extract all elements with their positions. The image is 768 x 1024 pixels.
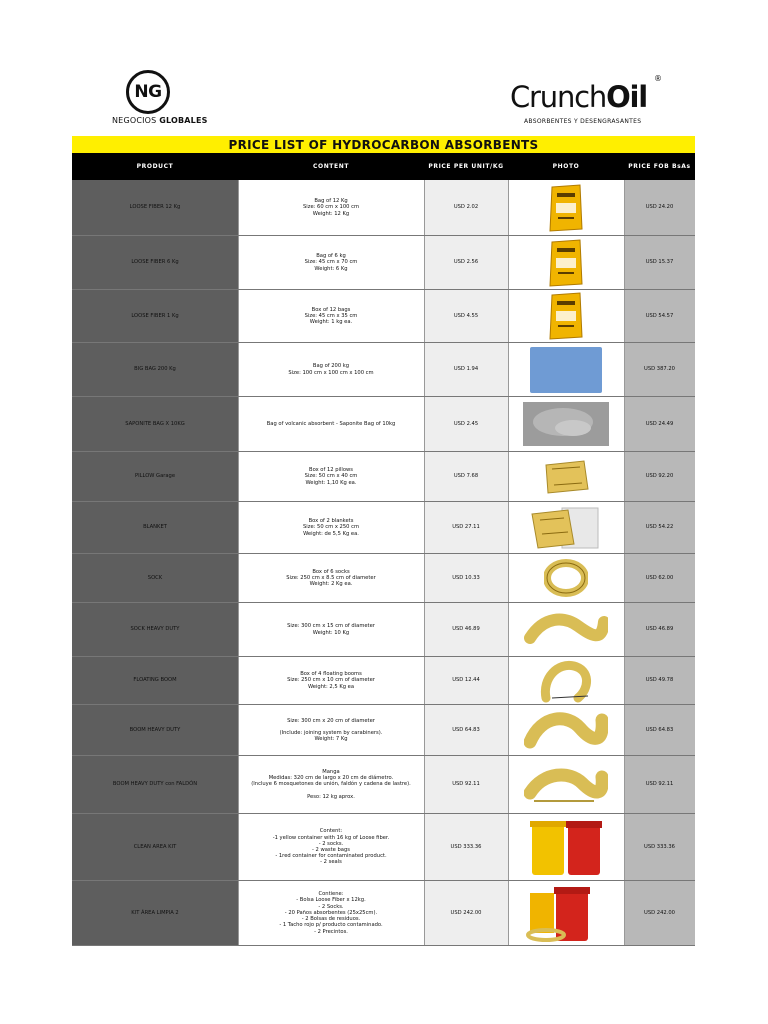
column-divider	[508, 397, 509, 451]
column-divider	[238, 705, 239, 755]
product-photo-cell	[508, 290, 624, 342]
content-description-cell: Box of 4 floating booms Size: 250 cm x 10 cm of diameter Weight: 2,5 Kg ea	[238, 657, 424, 704]
price-table	[72, 180, 695, 946]
column-divider	[508, 180, 509, 235]
product-name-cell: PILLOW Garage	[72, 452, 238, 501]
column-divider	[624, 502, 625, 553]
column-divider	[508, 657, 509, 704]
content-description-cell: Bag of 12 Kg Size: 60 cm x 100 cm Weight: 12 Kg	[238, 180, 424, 235]
registered-mark: ®	[654, 74, 662, 83]
column-divider	[508, 502, 509, 553]
column-divider	[424, 452, 425, 501]
price-fob-cell: USD 24.20	[624, 180, 695, 235]
price-fob-cell: USD 387.20	[624, 343, 695, 396]
ng-logo-mark: NG	[126, 70, 170, 114]
price-per-unit-cell: USD 242.00	[424, 881, 508, 945]
product-photo-cell	[508, 343, 624, 396]
content-description-cell: Bag of 200 kg Size: 100 cm x 100 cm x 100 cm	[238, 343, 424, 396]
ng-logo-text: NEGOCIOS GLOBALES	[112, 116, 208, 125]
column-divider	[238, 814, 239, 880]
product-photo-cell	[508, 705, 624, 755]
page-title: PRICE LIST OF HYDROCARBON ABSORBENTS	[228, 137, 539, 152]
product-name-cell: CLEAN AREA KIT	[72, 814, 238, 880]
column-divider	[508, 343, 509, 396]
table-row	[72, 756, 695, 814]
price-per-unit-cell: USD 27.11	[424, 502, 508, 553]
floating-boom-icon	[538, 658, 594, 704]
column-divider	[624, 756, 625, 813]
product-name-cell: KIT ÁREA LIMPIA 2	[72, 881, 238, 945]
column-divider	[238, 554, 239, 602]
table-row	[72, 881, 695, 946]
price-fob-cell: USD 333.36	[624, 814, 695, 880]
column-divider	[238, 657, 239, 704]
price-per-unit-cell: USD 1.94	[424, 343, 508, 396]
product-photo-cell	[508, 756, 624, 813]
column-divider	[238, 881, 239, 945]
yellow-bag-icon	[548, 238, 584, 288]
column-divider	[508, 290, 509, 342]
table-header-row	[72, 153, 695, 180]
product-name-cell: BOOM HEAVY DUTY con FALDÓN	[72, 756, 238, 813]
product-name-cell: BOOM HEAVY DUTY	[72, 705, 238, 755]
column-divider	[424, 397, 425, 451]
column-divider	[424, 814, 425, 880]
crunchoil-tagline: ABSORBENTES Y DESENGRASANTES	[524, 118, 642, 125]
content-description-cell: Size: 300 cm x 15 cm of diameter Weight: 10 Kg	[238, 603, 424, 656]
table-row	[72, 814, 695, 881]
product-name-cell: SOCK	[72, 554, 238, 602]
product-photo-cell	[508, 603, 624, 656]
product-name-cell: FLOATING BOOM	[72, 657, 238, 704]
column-divider	[238, 603, 239, 656]
table-row	[72, 180, 695, 236]
column-divider	[238, 180, 239, 235]
price-fob-cell: USD 24.49	[624, 397, 695, 451]
product-photo-cell	[508, 397, 624, 451]
column-header-price: PRICE PER UNIT/KG	[428, 163, 504, 170]
price-per-unit-cell: USD 2.56	[424, 236, 508, 289]
price-per-unit-cell: USD 333.36	[424, 814, 508, 880]
column-divider	[508, 554, 509, 602]
product-photo-cell	[508, 236, 624, 289]
crunchoil-logo	[510, 74, 690, 130]
column-divider	[624, 554, 625, 602]
kit-2-icon	[524, 883, 608, 943]
price-per-unit-cell: USD 64.83	[424, 705, 508, 755]
price-per-unit-cell: USD 10.33	[424, 554, 508, 602]
boom-heavy-icon	[524, 708, 608, 752]
column-divider	[424, 705, 425, 755]
column-divider	[508, 603, 509, 656]
table-row	[72, 603, 695, 657]
table-row	[72, 236, 695, 290]
column-divider	[238, 290, 239, 342]
column-divider	[508, 814, 509, 880]
column-divider	[424, 290, 425, 342]
column-divider	[508, 452, 509, 501]
kit-containers-icon	[528, 817, 604, 877]
price-fob-cell: USD 15.37	[624, 236, 695, 289]
column-divider	[624, 603, 625, 656]
blanket-icon	[528, 504, 604, 552]
sock-heavy-icon	[524, 612, 608, 648]
price-per-unit-cell: USD 2.02	[424, 180, 508, 235]
column-divider	[424, 343, 425, 396]
column-divider	[238, 236, 239, 289]
content-description-cell: Manga Medidas: 320 cm de largo x 20 cm de diámetro. (Incluye 6 mosquetones de unión, faldón y cadena de lastre). Peso: 12 kg aprox.	[238, 756, 424, 813]
product-photo-cell	[508, 180, 624, 235]
column-divider	[624, 343, 625, 396]
price-per-unit-cell: USD 12.44	[424, 657, 508, 704]
content-description-cell: Bag of 6 kg Size: 45 cm x 70 cm Weight: 6 Kg	[238, 236, 424, 289]
product-name-cell: BIG BAG 200 Kg	[72, 343, 238, 396]
price-list-title-bar	[72, 136, 695, 153]
big-bag-icon	[529, 346, 603, 394]
column-divider	[238, 343, 239, 396]
table-row	[72, 343, 695, 397]
price-per-unit-cell: USD 4.55	[424, 290, 508, 342]
product-name-cell: SOCK HEAVY DUTY	[72, 603, 238, 656]
content-description-cell: Box of 12 bags Size: 45 cm x 35 cm Weight: 1 kg ea.	[238, 290, 424, 342]
column-header-fob: PRICE FOB BsAs	[628, 163, 691, 170]
content-description-cell: Size: 300 cm x 20 cm of diameter (Include: joining system by carabiners). Weight: 7 Kg	[238, 705, 424, 755]
table-row	[72, 554, 695, 603]
column-divider	[238, 452, 239, 501]
content-description-cell: Box of 6 socks Size: 250 cm x 8.5 cm of diameter Weight: 2 Kg ea.	[238, 554, 424, 602]
column-divider	[424, 881, 425, 945]
table-row	[72, 502, 695, 554]
product-name-cell: LOOSE FIBER 1 Kg	[72, 290, 238, 342]
price-per-unit-cell: USD 46.89	[424, 603, 508, 656]
column-divider	[624, 180, 625, 235]
column-divider	[624, 881, 625, 945]
content-description-cell: Bag of volcanic absorbent - Saponite Bag of 10kg	[238, 397, 424, 451]
column-divider	[624, 657, 625, 704]
price-fob-cell: USD 92.11	[624, 756, 695, 813]
product-photo-cell	[508, 657, 624, 704]
column-divider	[508, 756, 509, 813]
product-photo-cell	[508, 814, 624, 880]
table-row	[72, 705, 695, 756]
column-header-product: PRODUCT	[136, 163, 174, 170]
price-per-unit-cell: USD 2.45	[424, 397, 508, 451]
product-name-cell: LOOSE FIBER 6 Kg	[72, 236, 238, 289]
column-divider	[238, 756, 239, 813]
column-divider	[424, 657, 425, 704]
table-row	[72, 290, 695, 343]
product-photo-cell	[508, 554, 624, 602]
content-description-cell: Contiene: - Bolsa Loose Fiber x 12kg. - 2 Socks. - 20 Paños absorbentes (25x25cm). - 2 Bolsas de residuos. - 1 Tacho rojo p/ producto contaminado. - 2 Precintos.	[238, 881, 424, 945]
column-divider	[624, 290, 625, 342]
content-description-cell: Content: -1 yellow container with 16 kg of Loose fiber. - 2 socks. - 2 waste bags - 1red container for contaminated product. - 2 seals	[238, 814, 424, 880]
crunchoil-wordmark: CrunchOil	[510, 80, 647, 114]
table-row	[72, 452, 695, 502]
price-fob-cell: USD 242.00	[624, 881, 695, 945]
column-divider	[424, 236, 425, 289]
column-divider	[624, 452, 625, 501]
column-divider	[424, 180, 425, 235]
column-divider	[624, 814, 625, 880]
product-name-cell: LOOSE FIBER 12 Kg	[72, 180, 238, 235]
yellow-bag-icon	[548, 291, 584, 341]
sock-icon	[544, 556, 588, 600]
column-divider	[508, 236, 509, 289]
price-per-unit-cell: USD 92.11	[424, 756, 508, 813]
price-fob-cell: USD 54.57	[624, 290, 695, 342]
column-divider	[238, 397, 239, 451]
pillow-icon	[542, 457, 590, 497]
column-header-content: CONTENT	[312, 163, 350, 170]
column-divider	[624, 705, 625, 755]
column-divider	[424, 502, 425, 553]
product-photo-cell	[508, 452, 624, 501]
product-name-cell: BLANKET	[72, 502, 238, 553]
column-header-photo: PHOTO	[552, 163, 580, 170]
product-photo-cell	[508, 502, 624, 553]
yellow-bag-icon	[548, 183, 584, 233]
content-description-cell: Box of 2 blankets Size: 50 cm x 250 cm Weight: de 5,5 Kg ea.	[238, 502, 424, 553]
product-photo-cell	[508, 881, 624, 945]
price-fob-cell: USD 54.22	[624, 502, 695, 553]
negocios-globales-logo	[112, 70, 208, 128]
column-divider	[424, 554, 425, 602]
column-divider	[238, 502, 239, 553]
column-divider	[508, 881, 509, 945]
content-description-cell: Box of 12 pillows Size: 50 cm x 40 cm Weight: 1,10 Kg ea.	[238, 452, 424, 501]
price-fob-cell: USD 46.89	[624, 603, 695, 656]
boom-skirt-icon	[524, 763, 608, 807]
price-fob-cell: USD 92.20	[624, 452, 695, 501]
column-divider	[624, 236, 625, 289]
table-row	[72, 657, 695, 705]
price-per-unit-cell: USD 7.68	[424, 452, 508, 501]
column-divider	[424, 756, 425, 813]
price-fob-cell: USD 64.83	[624, 705, 695, 755]
column-divider	[624, 397, 625, 451]
price-fob-cell: USD 62.00	[624, 554, 695, 602]
column-divider	[424, 603, 425, 656]
price-fob-cell: USD 49.78	[624, 657, 695, 704]
table-row	[72, 397, 695, 452]
product-name-cell: SAPONITE BAG X 10KG	[72, 397, 238, 451]
saponite-powder-icon	[523, 400, 609, 448]
column-divider	[508, 705, 509, 755]
